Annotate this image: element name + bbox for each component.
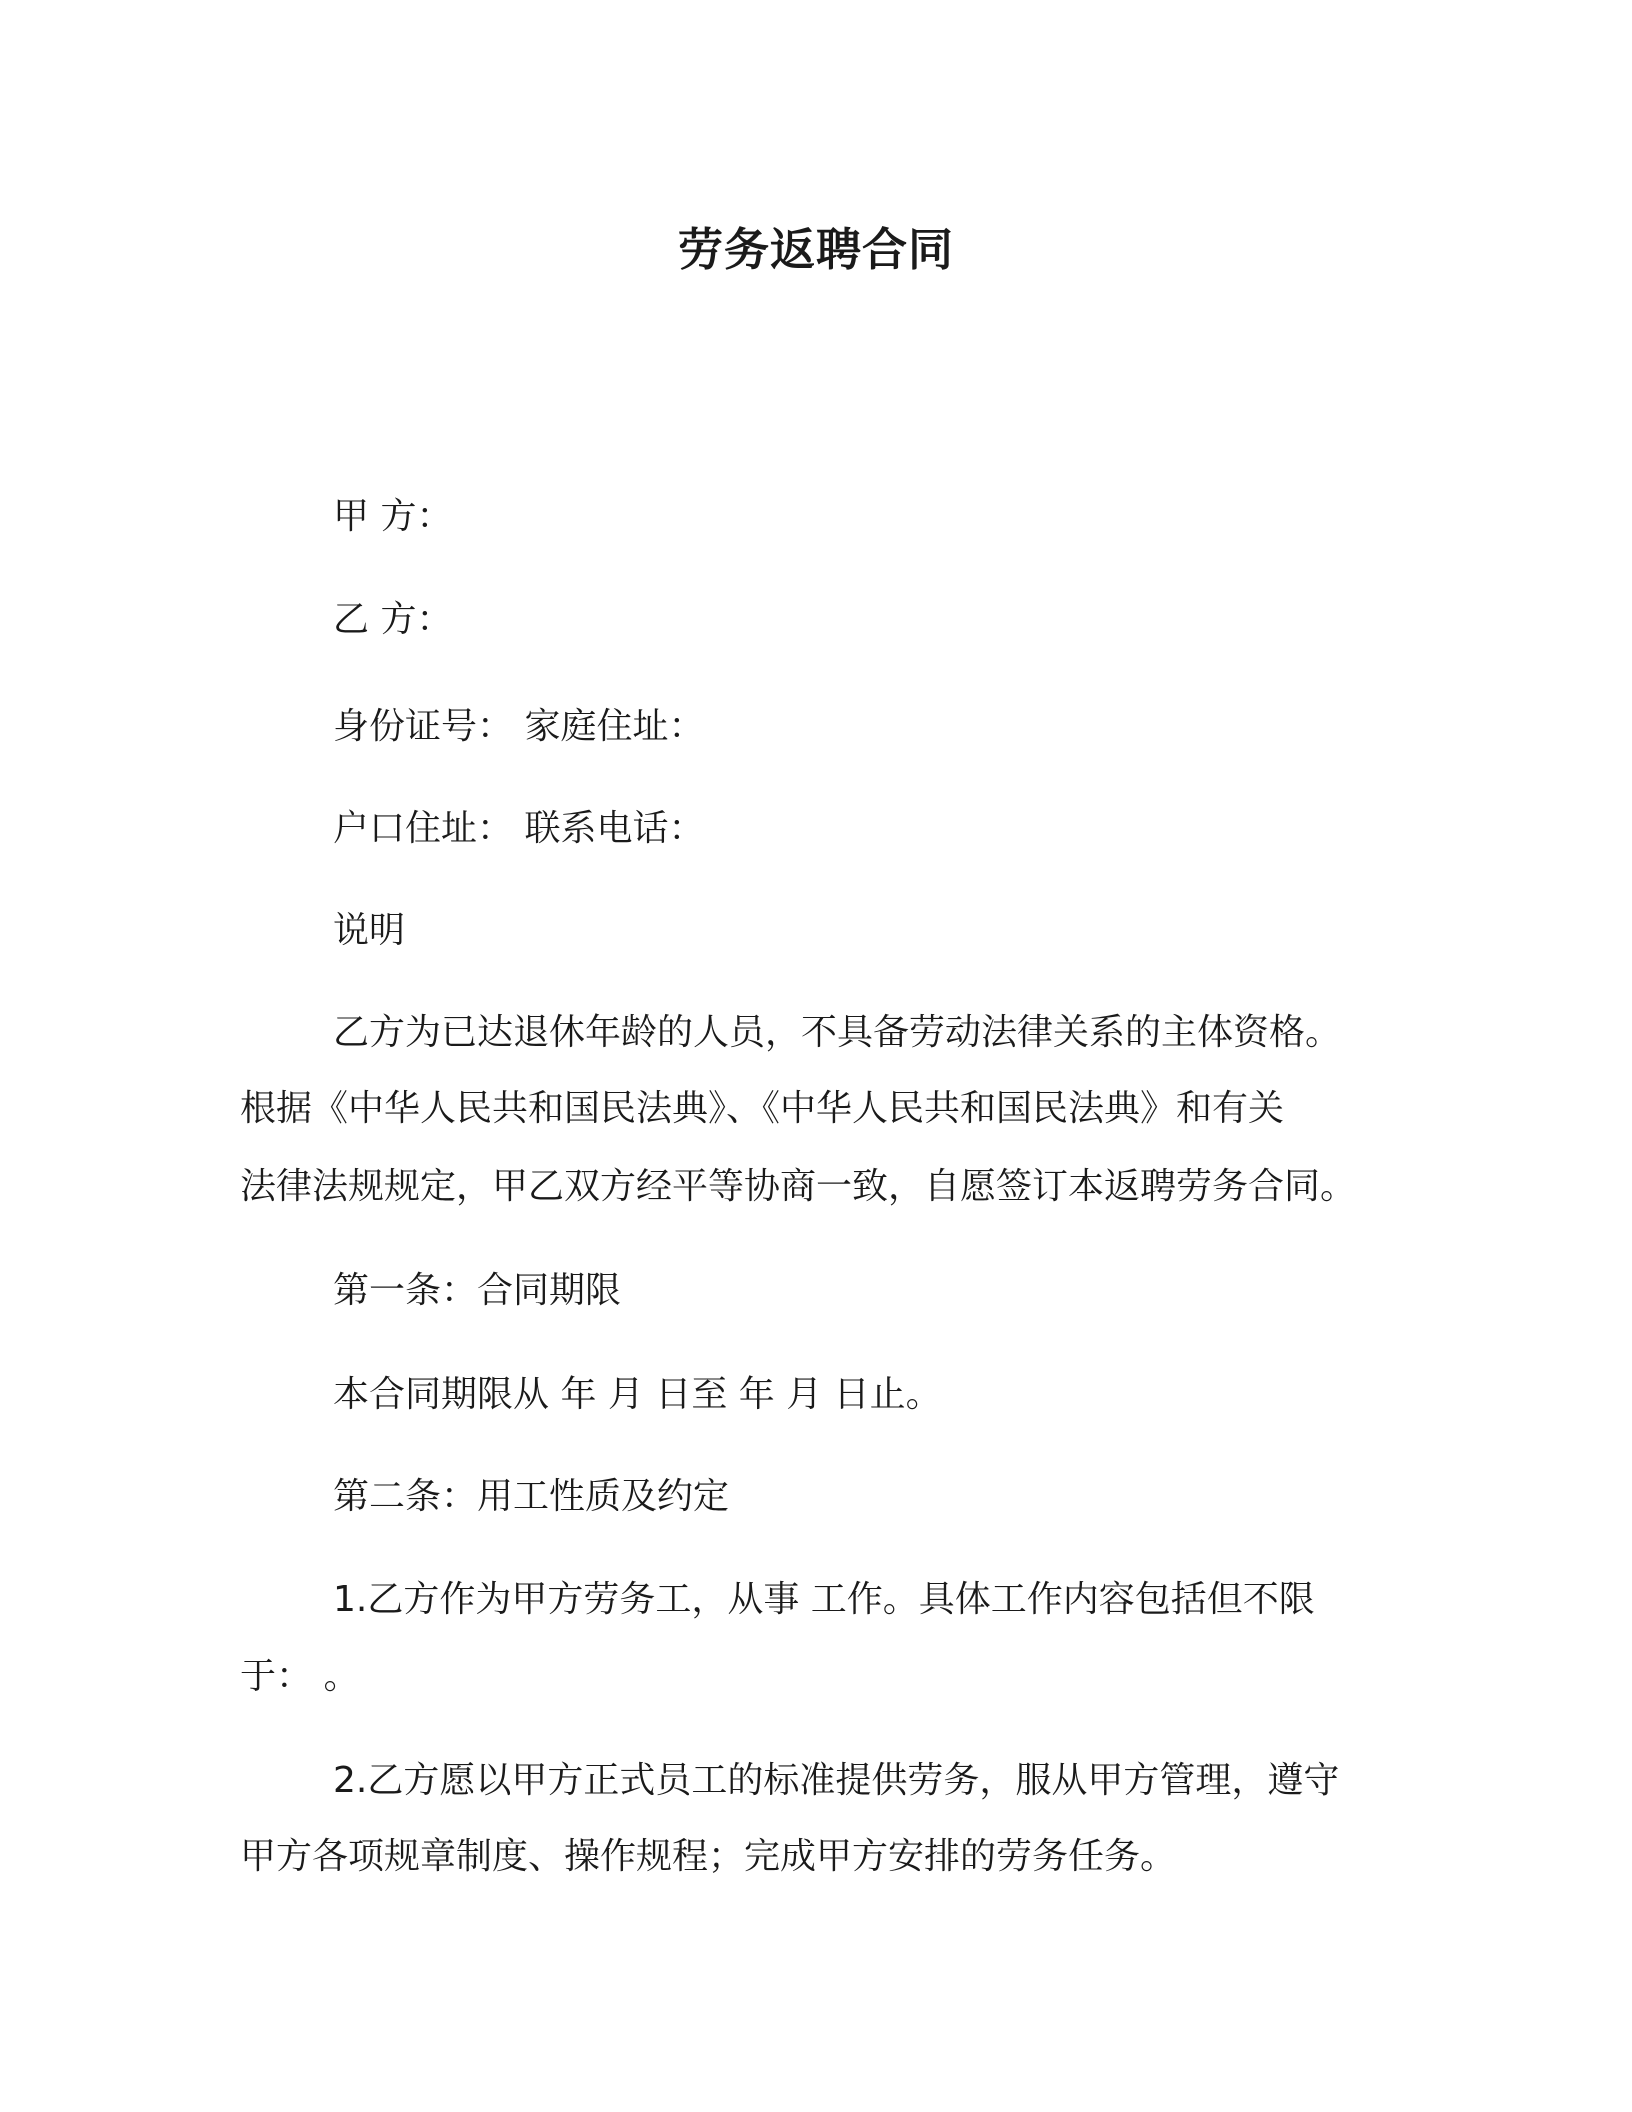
explanation-line: 法律法规规定，甲乙双方经平等协商一致，自愿签订本返聘劳务合同。: [240, 1166, 1357, 1207]
explanation-line: 根据《中华人民共和国民法典》、《中华人民共和国民法典》和有关: [240, 1088, 1285, 1129]
article-2-item-2-line: 甲方各项规章制度、操作规程；完成甲方安排的劳务任务。: [240, 1836, 1177, 1877]
party-b-field: 乙 方：: [333, 599, 453, 640]
article-2-item-1-line: 1.乙方作为甲方劳务工，从事 工作。具体工作内容包括但不限: [333, 1579, 1315, 1620]
explanation-heading: 说明: [333, 910, 406, 951]
document-title: 劳务返聘合同: [677, 223, 954, 276]
article-2-item-1-line: 于： 。: [240, 1656, 360, 1697]
party-a-field: 甲 方：: [333, 496, 453, 537]
article-2-heading: 第二条：用工性质及约定: [333, 1476, 730, 1517]
article-1-text: 本合同期限从 年 月 日至 年 月 日止。: [333, 1374, 942, 1415]
explanation-line: 乙方为已达退休年龄的人员，不具备劳动法律关系的主体资格。: [333, 1012, 1342, 1053]
article-1-heading: 第一条：合同期限: [333, 1270, 622, 1311]
hukou-phone-field: 户口住址： 联系电话：: [333, 808, 705, 849]
id-address-field: 身份证号： 家庭住址：: [333, 706, 705, 747]
article-2-item-2-line: 2.乙方愿以甲方正式员工的标准提供劳务，服从甲方管理，遵守: [333, 1760, 1340, 1801]
